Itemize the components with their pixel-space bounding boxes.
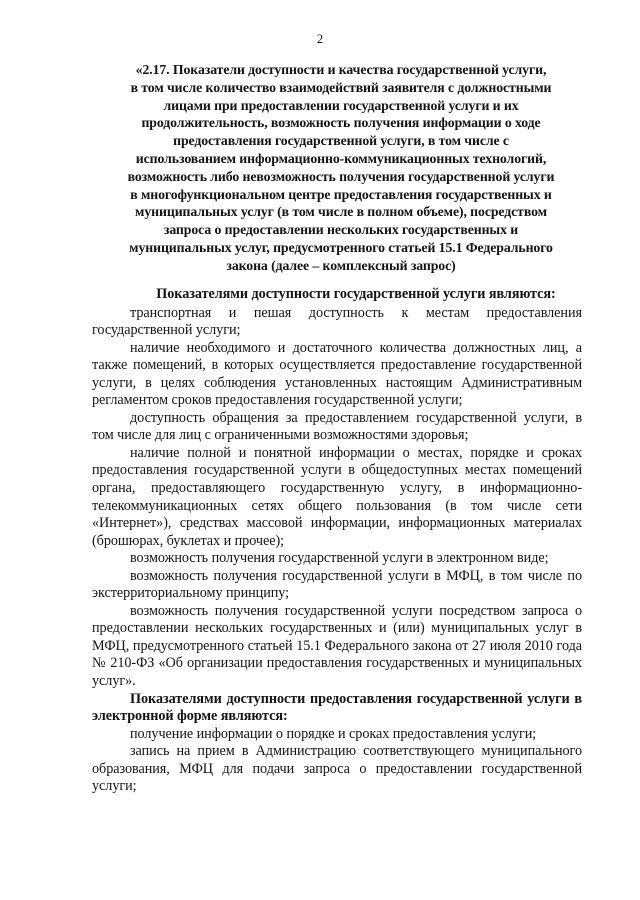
heading-line: предоставления государственной услуги, в том числе с	[173, 133, 509, 149]
section-heading	[96, 61, 586, 275]
heading-line: «2.17. Показатели доступности и качества государственной услуги,	[135, 62, 547, 77]
heading-line: запроса о предоставлении нескольких государственных и	[163, 222, 519, 238]
paragraph: возможность получения государственной услуги посредством запроса о предоставлении нескольких государственных и (или) муниципальных услуг в МФЦ, предусмотренного статьей 15.1 Федерального закона от 27 июля 2010 года № 210-ФЗ «Об организации предоставления государственных и муниципальных услуг».	[92, 602, 582, 690]
section2-title: Показателями доступности предоставления государственной услуги в электронной форме являются:	[92, 690, 582, 725]
heading-line: лицами при предоставлении государственной услуги и их	[163, 97, 519, 113]
paragraph: получение информации о порядке и сроках предоставления услуги;	[130, 725, 537, 742]
paragraph: запись на прием в Администрацию соответствующего муниципального образования, МФЦ для подачи запроса о предоставлении государственной услуги;	[92, 743, 582, 795]
heading-line: использованием информационно-коммуникационных технологий,	[135, 150, 547, 166]
heading-line: продолжительность, возможность получения информации о ходе	[141, 115, 541, 131]
paragraph: доступность обращения за предоставлением государственной услуги, в том числе для лиц с ограниченными возможностями здоровья;	[92, 409, 582, 444]
page-number: 2	[316, 32, 324, 46]
paragraph: возможность получения государственной услуги в МФЦ, в том числе по экстерриториальному принципу;	[92, 567, 582, 602]
paragraph: возможность получения государственной услуги в электронном виде;	[130, 550, 549, 567]
heading-line: возможность либо невозможность получения государственной услуги	[127, 168, 555, 184]
heading-line: муниципальных услуг, предусмотренного статьей 15.1 Федерального	[129, 239, 553, 255]
heading-line: закона (далее – комплексный запрос)	[226, 257, 456, 273]
paragraph: наличие полной и понятной информации о местах, порядке и сроках предоставления государственной услуги в общедоступных местах помещений органа, предоставляющего государственную услугу, в информационно-телекоммуникационных сетях общего пользования (в том числе сети «Интернет»), средствах массовой информации, информационных материалах (брошюрах, буклетах и прочее);	[92, 444, 582, 549]
heading-line: в том числе количество взаимодействий заявителя с должностными	[130, 79, 552, 95]
heading-line: муниципальных услуг (в том числе в полном объеме), посредством	[135, 204, 547, 220]
paragraph: транспортная и пешая доступность к местам предоставления государственной услуги;	[92, 304, 582, 339]
paragraph: наличие необходимого и достаточного количества должностных лиц, а также помещений, в которых осуществляется предоставление государственной услуги, в целях соблюдения установленных настоящим Административным регламентом сроков предоставления государственной услуги;	[92, 339, 582, 409]
heading-line: в многофункциональном центре предоставления государственных и	[130, 186, 552, 202]
section1-title: Показателями доступности государственной услуги являются:	[156, 286, 556, 302]
document-body	[92, 286, 582, 796]
